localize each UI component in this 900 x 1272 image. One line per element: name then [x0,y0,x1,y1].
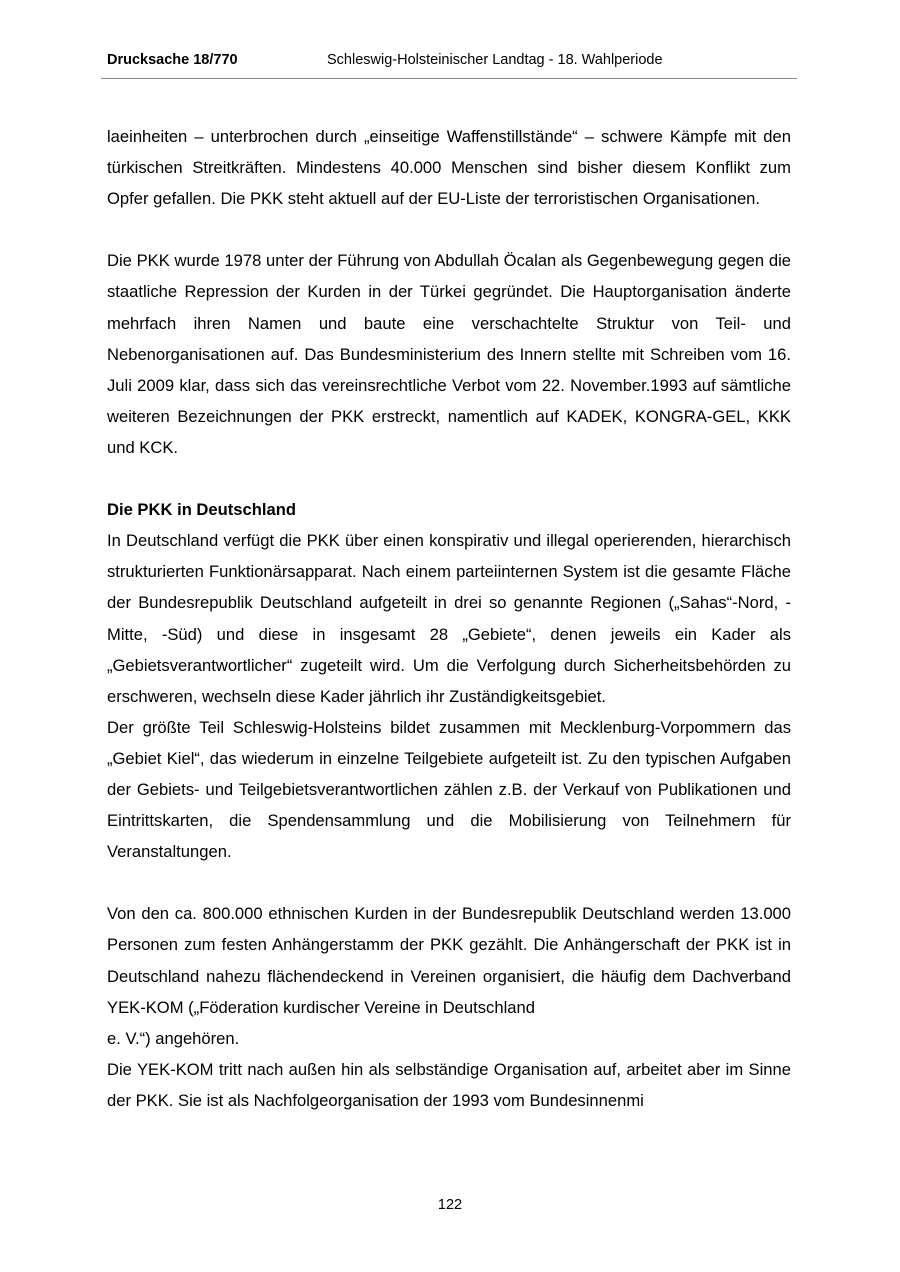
paragraph-4: Der größte Teil Schleswig-Holsteins bildet zusammen mit Mecklenburg-Vorpommern das „Gebiet Kiel“, das wiederum in einzelne Teilgebiete aufgeteilt ist. Zu den typischen Aufgaben der Gebiets- und Teilgebietsverantwortlichen zählen z.B. der Verkauf von Publikationen und Eintrittskarten, die Spendensammlung und die Mobilisierung von Teilnehmern für Veranstaltungen. [107,717,791,862]
drucksache-number: Drucksache 18/770 [107,52,238,68]
paragraph-2: Die PKK wurde 1978 unter der Führung von Abdullah Öcalan als Gegenbewegung gegen die staatliche Repression der Kurden in der Türkei gegründet. Die Hauptorganisation änderte mehrfach ihren Namen und baute eine verschachtelte Struktur von Teil- und Nebenorganisationen auf. Das Bundesministerium des Innern stellte mit Schreiben vom 16. Juli 2009 klar, dass sich das vereinsrechtliche Verbot vom 22. November.1993 auf sämtliche weiteren Bezeichnungen der PKK erstreckt, namentlich auf KADEK, KONGRA-GEL, KKK und KCK. [107,251,791,457]
page-header [101,52,797,79]
section-heading: Die PKK in Deutschland [107,500,297,520]
page-number: 122 [437,1197,463,1213]
paragraph-6: Die YEK-KOM tritt nach außen hin als selbständige Organisation auf, arbeitet aber im Sinne der PKK. Sie ist als Nachfolgeorganisation der 1993 vom Bundesinnenmi [107,1059,791,1110]
paragraph-1: laeinheiten – unterbrochen durch „einseitige Waffenstillstände“ – schwere Kämpfe mit den türkischen Streitkräften. Mindestens 40.000 Menschen sind bisher diesem Konflikt zum Opfer gefallen. Die PKK steht aktuell auf der EU-Liste der terroristischen Organisationen. [107,127,791,209]
paragraph-3: In Deutschland verfügt die PKK über einen konspirativ und illegal operierenden, hierarchisch strukturierten Funktionärsapparat. Nach einem parteiinternen System ist die gesamte Fläche der Bundesrepublik Deutschland aufgeteilt in drei so genannte Regionen („Sahas“-Nord, -Mitte, -Süd) und diese in insgesamt 28 „Gebiete“, denen jeweils ein Kader als „Gebietsverantwortlicher“ zugeteilt wird. Um die Verfolgung durch Sicherheitsbehörden zu erschweren, wechseln diese Kader jährlich ihr Zuständigkeitsgebiet. [107,531,791,706]
landtag-title: Schleswig-Holsteinischer Landtag - 18. Wahlperiode [327,52,663,68]
paragraph-5a: Von den ca. 800.000 ethnischen Kurden in der Bundesrepublik Deutschland werden 13.000 Personen zum festen Anhängerstamm der PKK gezählt. Die Anhängerschaft der PKK ist in Deutschland nahezu flächendeckend in Vereinen organisiert, die häufig dem Dachverband YEK-KOM („Föderation kurdischer Vereine in Deutschland [107,904,791,1017]
paragraph-5b: e. V.“) angehören. [107,1028,240,1048]
document-body [107,121,791,1116]
